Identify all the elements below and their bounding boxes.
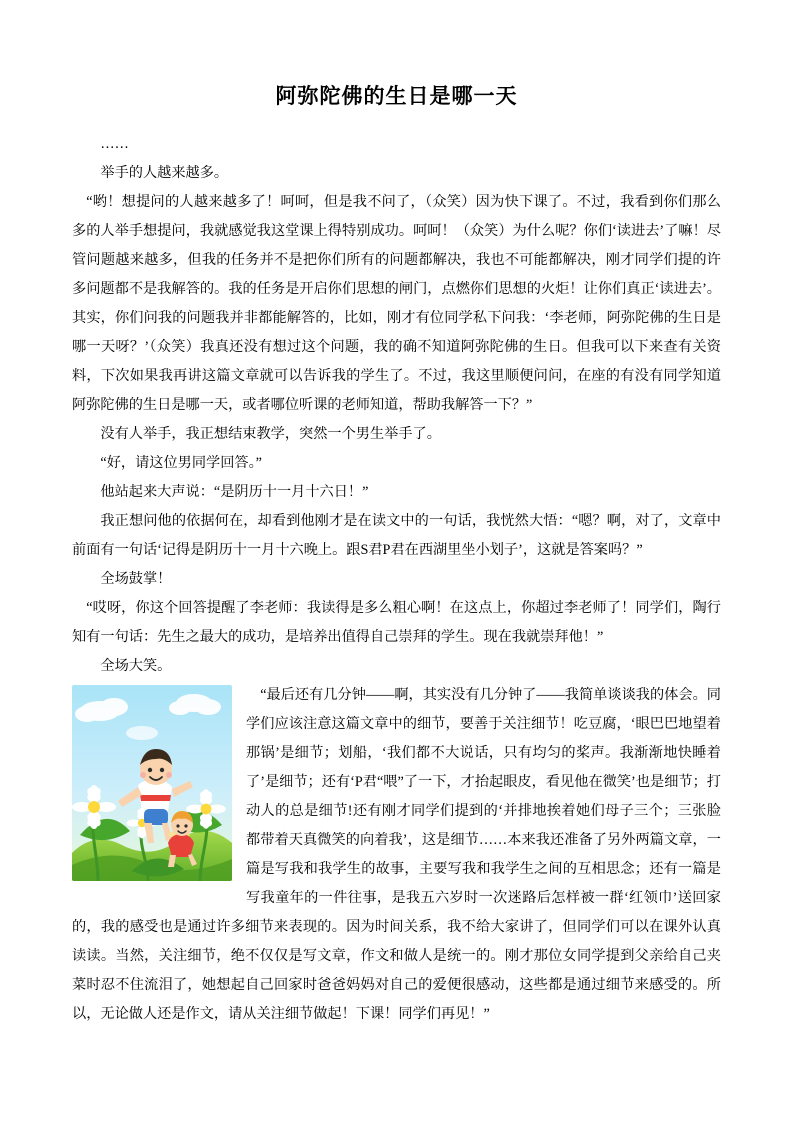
paragraph-7: 全场鼓掌！ (100, 571, 172, 587)
paragraph-2: “哟！想提问的人越来越多了！呵呵，但是我不问了，（众笑）因为快下课了。不过，我看到你们那么多的人举手想提问，我就感觉我这堂课上得特别成功。呵呵！（众笑）为什么呢？你们‘读进去’了嘛！尽管问题越来越多，但我的任务并不是把你们所有的问题都解决，我也不可能都解决，刚才同学们提的许多问题都不是我解答的。我的任务是开启你们思想的闸门，点燃你们思想的火炬！让你们真正‘读进去’。其实，你们问我的问题我并非都能解答的，比如，刚才有位同学私下问我：‘李老师，阿弥陀佛的生日是哪一天呀？’（众笑）我真还没有想过这个问题，我的确不知道阿弥陀佛的生日。但我可以下来查有关资料，下次如果我再讲这篇文章就可以告诉我的学生了。不过，我这里顺便问问，在座的有没有同学知道阿弥陀佛的生日是哪一天，或者哪位听课的老师知道，帮助我解答一下？” (72, 194, 721, 413)
document-body (72, 130, 721, 1029)
illustration-svg (72, 685, 232, 881)
paragraph-9: 全场大笑。 (100, 658, 172, 674)
paragraph-8: “哎呀，你这个回答提醒了李老师：我读得是多么粗心啊！在这点上，你超过李老师了！同学们，陶行知有一句话：先生之最大的成功，是培养出值得自己崇拜的学生。现在我就崇拜他！” (72, 600, 721, 645)
children-flying-over-flowers-illustration (72, 685, 232, 881)
paragraph-6: 我正想问他的依据何在，却看到他刚才是在读文中的一句话，我恍然大悟：“嗯？啊，对了，文章中前面有一句话‘记得是阴历十一月十六晚上。跟S君P君在西湖里坐小划子’，这就是答案吗？” (72, 513, 721, 558)
page-title: 阿弥陀佛的生日是哪一天 (275, 85, 518, 108)
paragraph-1: 举手的人越来越多。 (100, 165, 229, 181)
paragraph-5: 他站起来大声说：“是阴历十一月十六日！” (100, 484, 369, 500)
paragraph-ellipsis: …… (100, 136, 129, 152)
paragraph-4: “好，请这位男同学回答。” (100, 455, 262, 471)
paragraph-3: 没有人举手，我正想结束教学，突然一个男生举手了。 (100, 426, 441, 442)
paragraph-10: “最后还有几分钟——啊，其实没有几分钟了——我简单谈谈我的体会。同学们应该注意这篇文章中的细节，要善于关注细节！吃豆腐，‘眼巴巴地望着那锅’是细节；划船，‘我们都不大说话，只有均匀的桨声。我渐渐地快睡着了’是细节；还有‘P君“喂”了一下，才抬起眼皮，看见他在微笑’也是细节；打动人的总是细节!还有刚才同学们提到的‘并排地挨着她们母子三个；三张脸都带着天真微笑的向着我’，这是细节……本来我还准备了另外两篇文章，一篇是写我和我学生的故事，主要写我和我学生之间的互相思念；还有一篇是写我童年的一件往事，是我五六岁时一次迷路后怎样被一群‘红领巾’送回家的，我的感受也是通过许多细节来表现的。因为时间关系，我不给大家讲了，但同学们可以在课外认真读读。当然，关注细节，绝不仅仅是写文章，作文和做人是统一的。刚才那位女同学提到父亲给自己夹菜时忍不住流泪了，她想起自己回家时爸爸妈妈对自己的爱便很感动，这些都是通过细节来感受的。所以，无论做人还是作文，请从关注细节做起！下课！同学们再见！” (72, 687, 721, 1022)
